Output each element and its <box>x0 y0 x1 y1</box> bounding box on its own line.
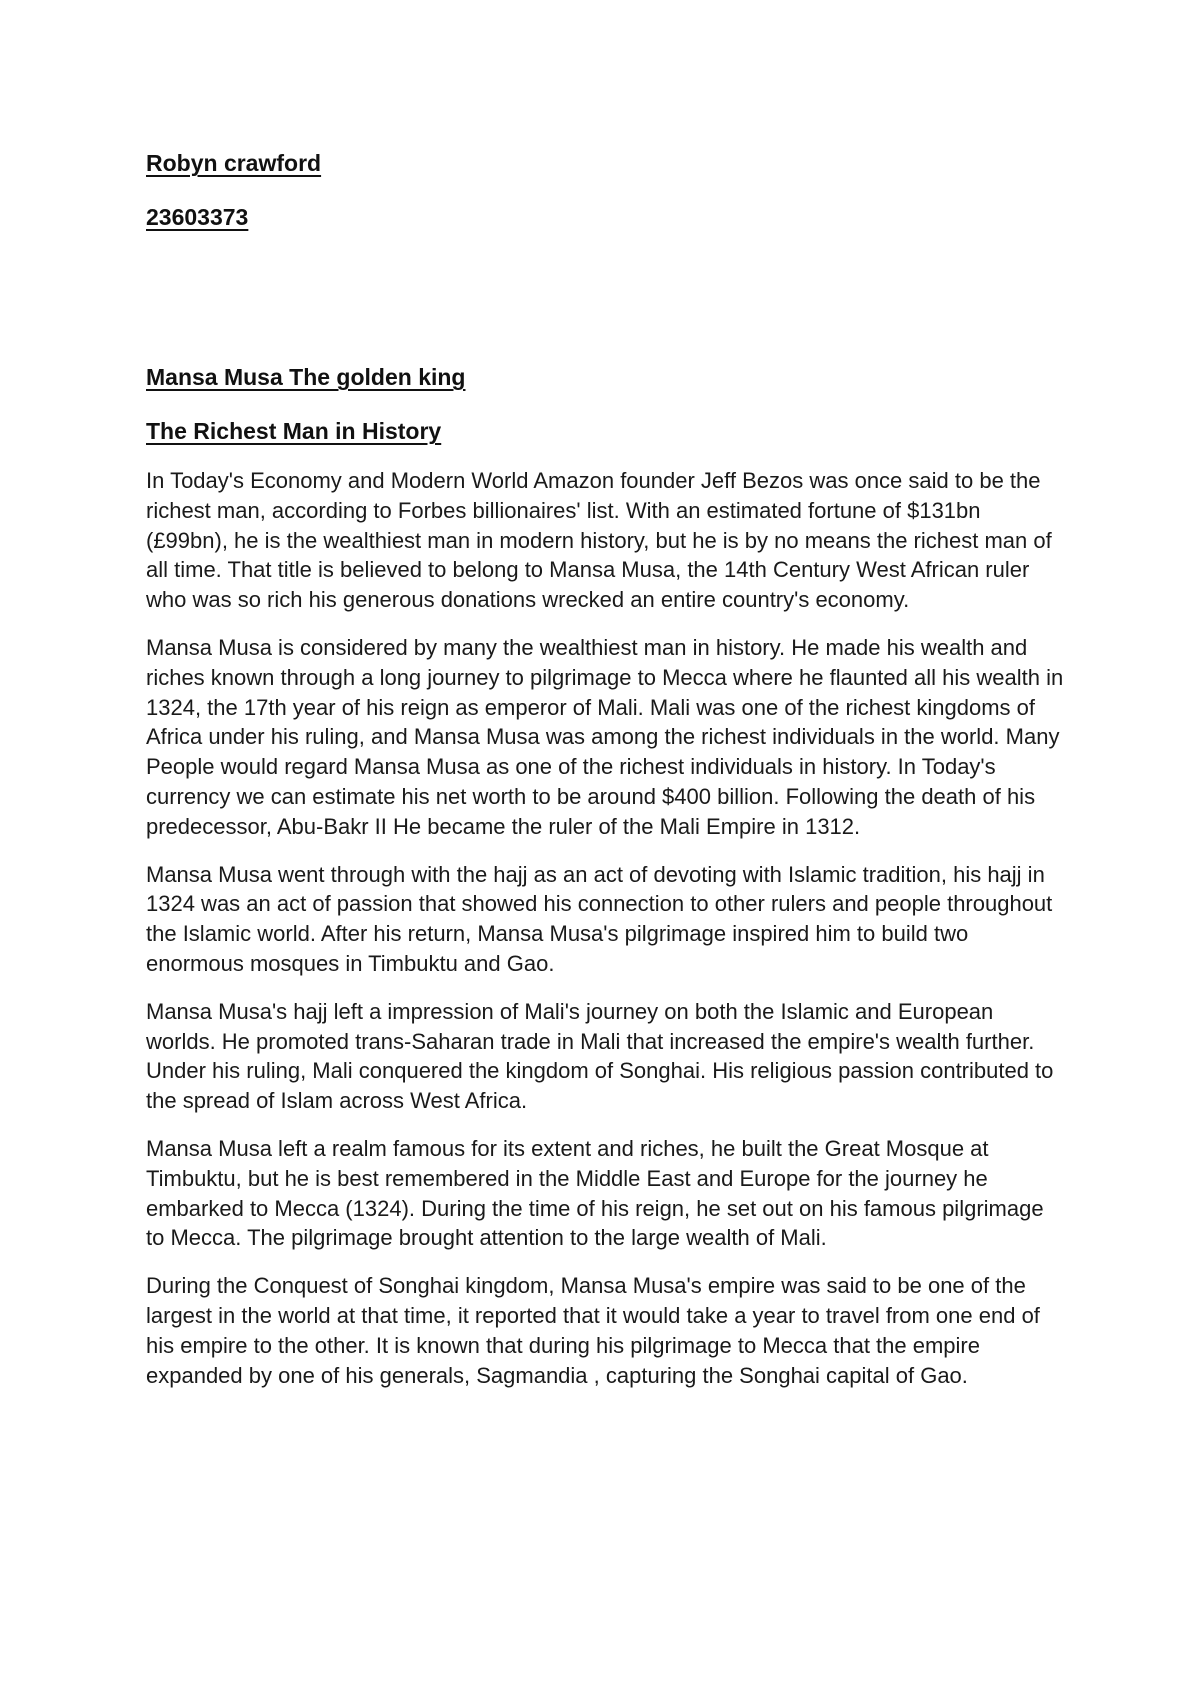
document-title: Mansa Musa The golden king <box>146 364 466 390</box>
body-text <box>146 466 1066 1408</box>
author-name: Robyn crawford <box>146 150 322 176</box>
paragraph: Mansa Musa is considered by many the wealthiest man in history. He made his wealth and riches known through a long journey to pilgrimage to Mecca where he flaunted all his wealth in 1324, the 17th year of his reign as emperor of Mali. Mali was one of the richest kingdoms of Africa under his ruling, and Mansa Musa was among the richest individuals in the world. Many People would regard Mansa Musa as one of the richest individuals in history. In Today's currency we can estimate his net worth to be around $400 billion. Following the death of his predecessor, Abu-Bakr II He became the ruler of the Mali Empire in 1312. <box>146 634 1064 839</box>
paragraph: Mansa Musa went through with the hajj as an act of devoting with Islamic tradition, his hajj in 1324 was an act of passion that showed his connection to other rulers and people throughout the Islamic world. After his return, Mansa Musa's pilgrimage inspired him to build two enormous mosques in Timbuktu and Gao. <box>146 861 1053 976</box>
student-id: 23603373 <box>146 204 249 230</box>
paragraph: In Today's Economy and Modern World Amazon founder Jeff Bezos was once said to be the richest man, according to Forbes billionaires' list. With an estimated fortune of $131bn (£99bn), he is the wealthiest man in modern history, but he is by no means the richest man of all time. That title is believed to belong to Mansa Musa, the 14th Century West African ruler who was so rich his generous donations wrecked an entire country's economy. <box>146 468 1052 613</box>
paragraph: During the Conquest of Songhai kingdom, Mansa Musa's empire was said to be one of the largest in the world at that time, it reported that it would take a year to travel from one end of his empire to the other. It is known that during his pilgrimage to Mecca that the empire expanded by one of his generals, Sagmandia , capturing the Songhai capital of Gao. <box>146 1273 1040 1388</box>
paragraph: Mansa Musa left a realm famous for its extent and riches, he built the Great Mosque at Timbuktu, but he is best remembered in the Middle East and Europe for the journey he embarked to Mecca (1324). During the time of his reign, he set out on his famous pilgrimage to Mecca. The pilgrimage brought attention to the large wealth of Mali. <box>146 1135 1044 1251</box>
document-subtitle: The Richest Man in History <box>146 418 442 444</box>
paragraph: Mansa Musa's hajj left a impression of Mali's journey on both the Islamic and European worlds. He promoted trans-Saharan trade in Mali that increased the empire's wealth further. Under his ruling, Mali conquered the kingdom of Songhai. His religious passion contributed to the spread of Islam across West Africa. <box>146 998 1054 1114</box>
